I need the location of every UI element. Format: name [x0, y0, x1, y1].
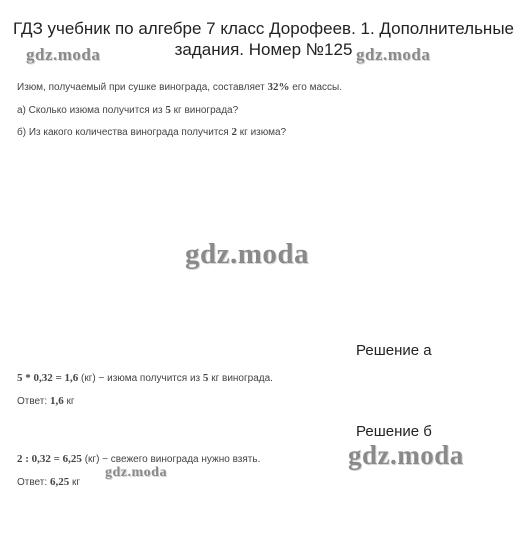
watermark: gdz.moda [26, 45, 101, 64]
watermark: gdz.moda [356, 45, 431, 64]
watermark: gdz.moda [105, 465, 167, 480]
solution-b-heading: Решение б [356, 423, 432, 440]
problem-part-a: а) Сколько изюма получится из 5 кг винограда? [17, 104, 239, 116]
watermark: gdz.moda [185, 238, 310, 270]
page-title: ГДЗ учебник по алгебре 7 класс Дорофеев. 1. Дополнительные задания. Номер №125 [12, 19, 514, 59]
solution-b-line: 2 : 0,32 = 6,25 (кг) − свежего винограда нужно взять. [17, 453, 261, 465]
watermark: gdz.moda [348, 440, 464, 470]
problem-intro: Изюм, получаемый при сушке винограда, составляет 32% его массы. [17, 81, 342, 93]
solution-a-answer: Ответ: 1,6 кг [17, 395, 75, 407]
solution-b-answer: Ответ: 6,25 кг [17, 476, 80, 488]
problem-part-b: б) Из какого количества винограда получится 2 кг изюма? [17, 126, 287, 138]
solution-a-line: 5 * 0,32 = 1,6 (кг) − изюма получится из 5 кг винограда. [17, 372, 273, 384]
solution-a-heading: Решение а [356, 342, 432, 359]
